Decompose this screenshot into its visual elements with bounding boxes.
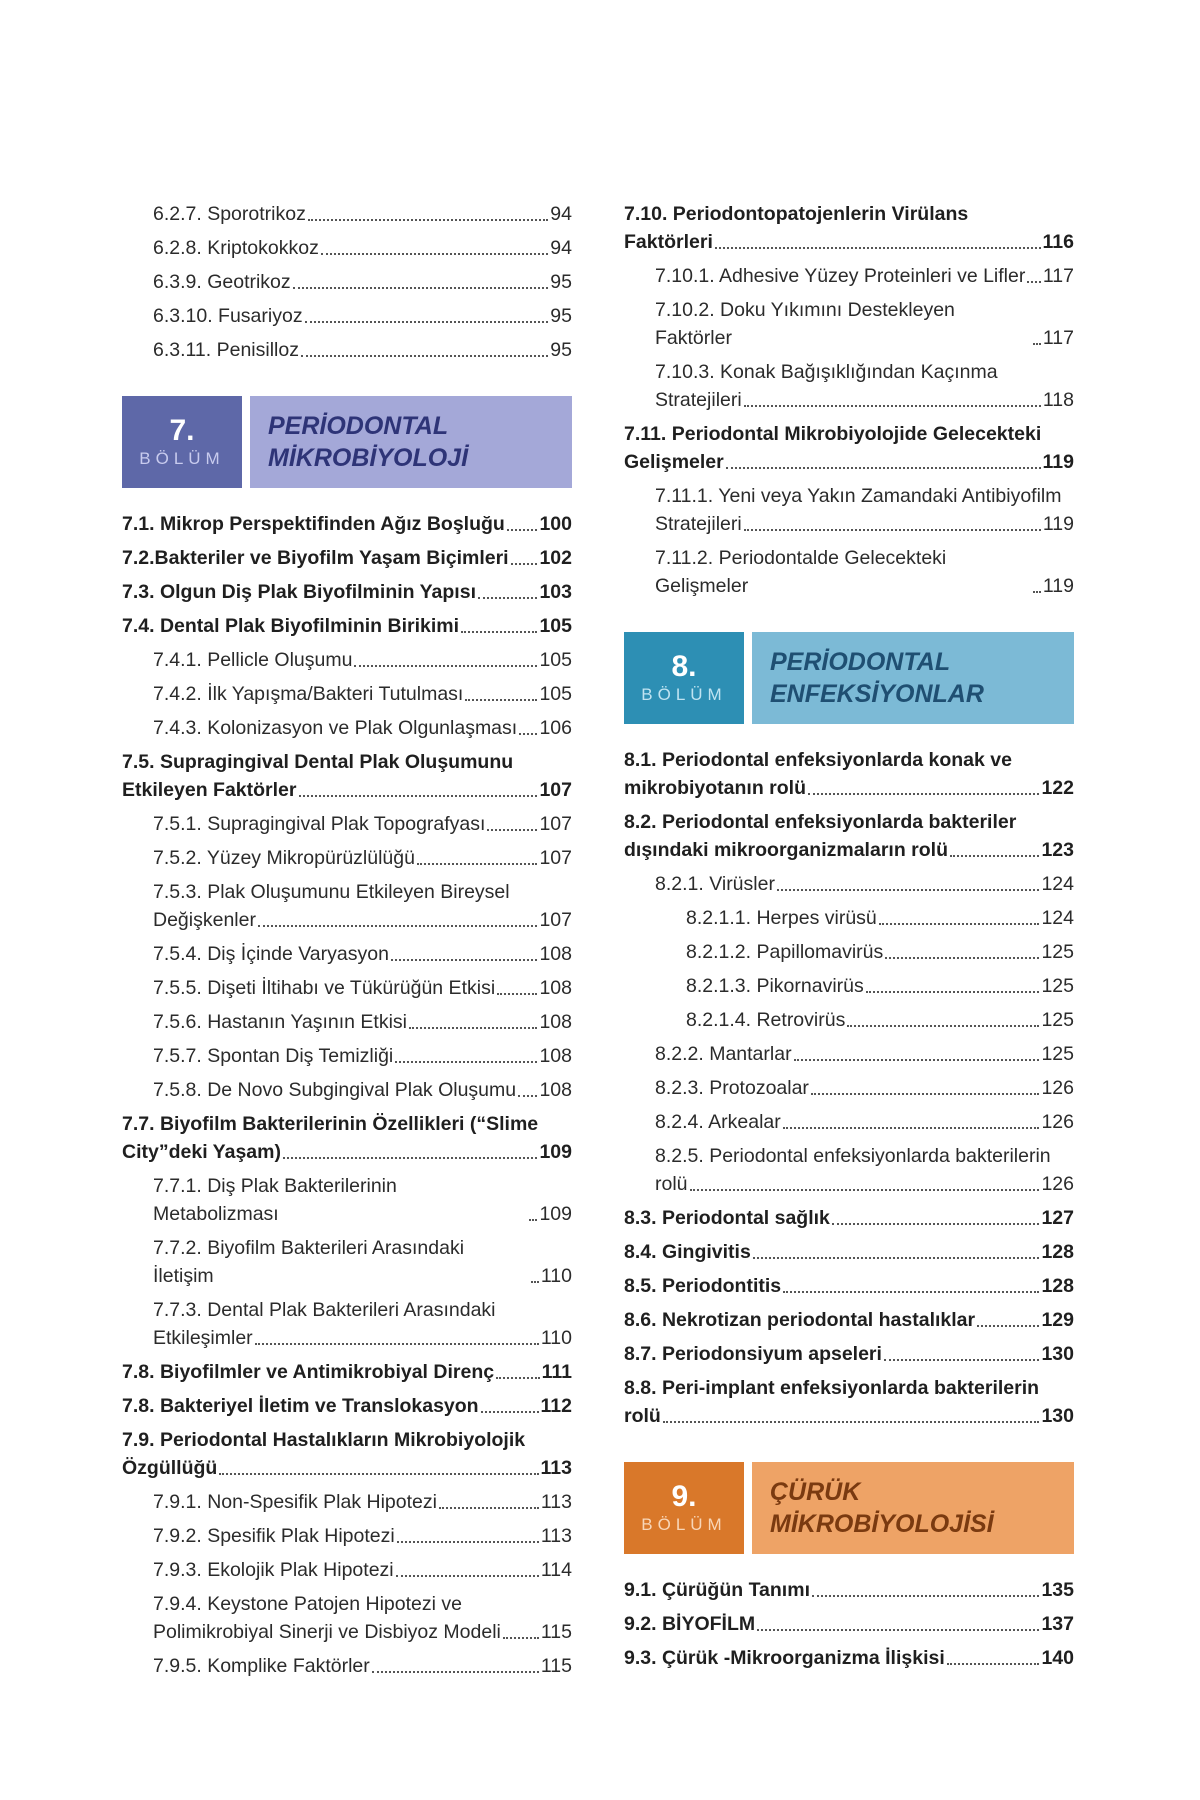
toc-entry[interactable]: 7.9.4. Keystone Patojen Hipotezi ve Polimikrobiyal Sinerji ve Disbiyoz Modeli 115: [153, 1593, 572, 1643]
toc-entry[interactable]: 7.10.1. Adhesive Yüzey Proteinleri ve Lifler 117: [655, 265, 1074, 287]
toc-entry[interactable]: 8.7. Periodonsiyum apseleri 130: [624, 1343, 1074, 1365]
toc-entry[interactable]: 6.2.8. Kriptokokkoz 94: [153, 237, 572, 259]
toc-entry[interactable]: 7.11. Periodontal Mikrobiyolojide Gelecekteki Gelişmeler 119: [624, 423, 1074, 473]
toc-entry[interactable]: 7.7.1. Diş Plak Bakterilerinin Metabolizması 109: [153, 1175, 572, 1225]
chapter-8-header: [624, 632, 1074, 724]
chapter-label: BÖLÜM: [139, 449, 225, 468]
chapter-number-box: [122, 396, 242, 488]
toc-entry[interactable]: 8.5. Periodontitis 128: [624, 1275, 1074, 1297]
toc-entry[interactable]: 7.4.1. Pellicle Oluşumu 105: [153, 649, 572, 671]
toc-entry[interactable]: 9.3. Çürük -Mikroorganizma İlişkisi 140: [624, 1647, 1074, 1669]
toc-entry[interactable]: 6.3.10. Fusariyoz 95: [153, 305, 572, 327]
toc-entry[interactable]: 6.3.9. Geotrikoz 95: [153, 271, 572, 293]
toc-entry[interactable]: 7.5.7. Spontan Diş Temizliği 108: [153, 1045, 572, 1067]
toc-entry[interactable]: 7.8. Bakteriyel İletim ve Translokasyon 112: [122, 1395, 572, 1417]
chapter-number: 9.: [671, 1480, 697, 1513]
toc-entry[interactable]: 7.5.4. Diş İçinde Varyasyon 108: [153, 943, 572, 965]
toc-entry[interactable]: 8.4. Gingivitis 128: [624, 1241, 1074, 1263]
toc-entry[interactable]: 7.11.1. Yeni veya Yakın Zamandaki Antibiyofilm Stratejileri 119: [655, 485, 1074, 535]
chapter-title: PERİODONTAL MİKROBİYOLOJİ: [250, 396, 572, 488]
toc-entry[interactable]: 8.2.1.1. Herpes virüsü 124: [686, 907, 1074, 929]
toc-entry[interactable]: 8.2.1.4. Retrovirüs 125: [686, 1009, 1074, 1031]
toc-entry[interactable]: 7.10. Periodontopatojenlerin Virülans Faktörleri 116: [624, 203, 1074, 253]
toc-entry[interactable]: 8.2.1. Virüsler 124: [655, 873, 1074, 895]
toc-entry[interactable]: 8.2.1.2. Papillomavirüs 125: [686, 941, 1074, 963]
toc-entry[interactable]: 8.2.4. Arkealar 126: [655, 1111, 1074, 1133]
toc-entry[interactable]: 7.10.2. Doku Yıkımını Destekleyen Faktörler 117: [655, 299, 1074, 349]
toc-entry[interactable]: 7.9. Periodontal Hastalıkların Mikrobiyolojik Özgüllüğü 113: [122, 1429, 572, 1479]
toc-entry[interactable]: 7.9.3. Ekolojik Plak Hipotezi 114: [153, 1559, 572, 1581]
toc-entry[interactable]: 8.2.5. Periodontal enfeksiyonlarda bakterilerin rolü 126: [655, 1145, 1074, 1195]
chapter-7-header: [122, 396, 572, 488]
toc-entry[interactable]: 7.7.2. Biyofilm Bakterileri Arasındaki İletişim 110: [153, 1237, 572, 1287]
toc-right-column: [624, 200, 1074, 1678]
toc-left-column: [122, 200, 572, 1686]
toc-entry[interactable]: 6.3.11. Penisilloz 95: [153, 339, 572, 361]
chapter-number-box: [624, 1462, 744, 1554]
toc-entry[interactable]: 7.3. Olgun Diş Plak Biyofilminin Yapısı 103: [122, 581, 572, 603]
toc-entry[interactable]: 8.2.3. Protozoalar 126: [655, 1077, 1074, 1099]
toc-entry[interactable]: 7.9.1. Non-Spesifik Plak Hipotezi 113: [153, 1491, 572, 1513]
toc-entry[interactable]: 7.9.2. Spesifik Plak Hipotezi 113: [153, 1525, 572, 1547]
toc-entry[interactable]: 7.11.2. Periodontalde Gelecekteki Gelişmeler 119: [655, 547, 1074, 597]
chapter-number: 7.: [169, 414, 195, 447]
toc-entry[interactable]: 7.4.3. Kolonizasyon ve Plak Olgunlaşması 106: [153, 717, 572, 739]
toc-entry[interactable]: 7.5.8. De Novo Subgingival Plak Oluşumu 108: [153, 1079, 572, 1101]
toc-entry[interactable]: 9.1. Çürüğün Tanımı 135: [624, 1579, 1074, 1601]
toc-entry[interactable]: 7.7.3. Dental Plak Bakterileri Arasındaki Etkileşimler 110: [153, 1299, 572, 1349]
toc-entry[interactable]: 7.1. Mikrop Perspektifinden Ağız Boşluğu 100: [122, 513, 572, 535]
chapter-title: ÇÜRÜK MİKROBİYOLOJİSİ: [752, 1462, 1074, 1554]
toc-entry[interactable]: 9.2. BİYOFİLM 137: [624, 1613, 1074, 1635]
toc-entry[interactable]: 7.7. Biyofilm Bakterilerinin Özellikleri (“Slime City”deki Yaşam) 109: [122, 1113, 572, 1163]
toc-entry[interactable]: 7.4. Dental Plak Biyofilminin Birikimi 105: [122, 615, 572, 637]
toc-entry[interactable]: 8.6. Nekrotizan periodontal hastalıklar 129: [624, 1309, 1074, 1331]
chapter-label: BÖLÜM: [641, 1515, 727, 1534]
toc-entry[interactable]: 7.10.3. Konak Bağışıklığından Kaçınma Stratejileri 118: [655, 361, 1074, 411]
toc-entry[interactable]: 8.3. Periodontal sağlık 127: [624, 1207, 1074, 1229]
toc-entry[interactable]: 8.2.1.3. Pikornavirüs 125: [686, 975, 1074, 997]
toc-entry[interactable]: 8.2. Periodontal enfeksiyonlarda bakteriler dışındaki mikroorganizmaların rolü 123: [624, 811, 1074, 861]
toc-entry[interactable]: 7.2.Bakteriler ve Biyofilm Yaşam Biçimleri 102: [122, 547, 572, 569]
toc-entry[interactable]: 8.8. Peri-implant enfeksiyonlarda bakterilerin rolü 130: [624, 1377, 1074, 1427]
toc-entry[interactable]: 8.1. Periodontal enfeksiyonlarda konak ve mikrobiyotanın rolü 122: [624, 749, 1074, 799]
chapter-number-box: [624, 632, 744, 724]
chapter-title: PERİODONTAL ENFEKSİYONLAR: [752, 632, 1074, 724]
toc-entry[interactable]: 7.8. Biyofilmler ve Antimikrobiyal Direnç 111: [122, 1361, 572, 1383]
chapter-number: 8.: [671, 650, 697, 683]
toc-entry[interactable]: 7.5.6. Hastanın Yaşının Etkisi 108: [153, 1011, 572, 1033]
toc-entry[interactable]: 7.5.3. Plak Oluşumunu Etkileyen Bireysel Değişkenler 107: [153, 881, 572, 931]
toc-entry[interactable]: 7.9.5. Komplike Faktörler 115: [153, 1655, 572, 1677]
toc-entry[interactable]: 7.5.5. Dişeti İltihabı ve Tükürüğün Etkisi 108: [153, 977, 572, 999]
toc-entry[interactable]: 8.2.2. Mantarlar 125: [655, 1043, 1074, 1065]
toc-entry[interactable]: 7.4.2. İlk Yapışma/Bakteri Tutulması 105: [153, 683, 572, 705]
toc-entry[interactable]: 7.5. Supragingival Dental Plak Oluşumunu Etkileyen Faktörler 107: [122, 751, 572, 801]
toc-entry[interactable]: 6.2.7. Sporotrikoz 94: [153, 203, 572, 225]
toc-entry[interactable]: 7.5.1. Supragingival Plak Topografyası 107: [153, 813, 572, 835]
chapter-9-header: [624, 1462, 1074, 1554]
toc-entry[interactable]: 7.5.2. Yüzey Mikropürüzlülüğü 107: [153, 847, 572, 869]
chapter-label: BÖLÜM: [641, 685, 727, 704]
